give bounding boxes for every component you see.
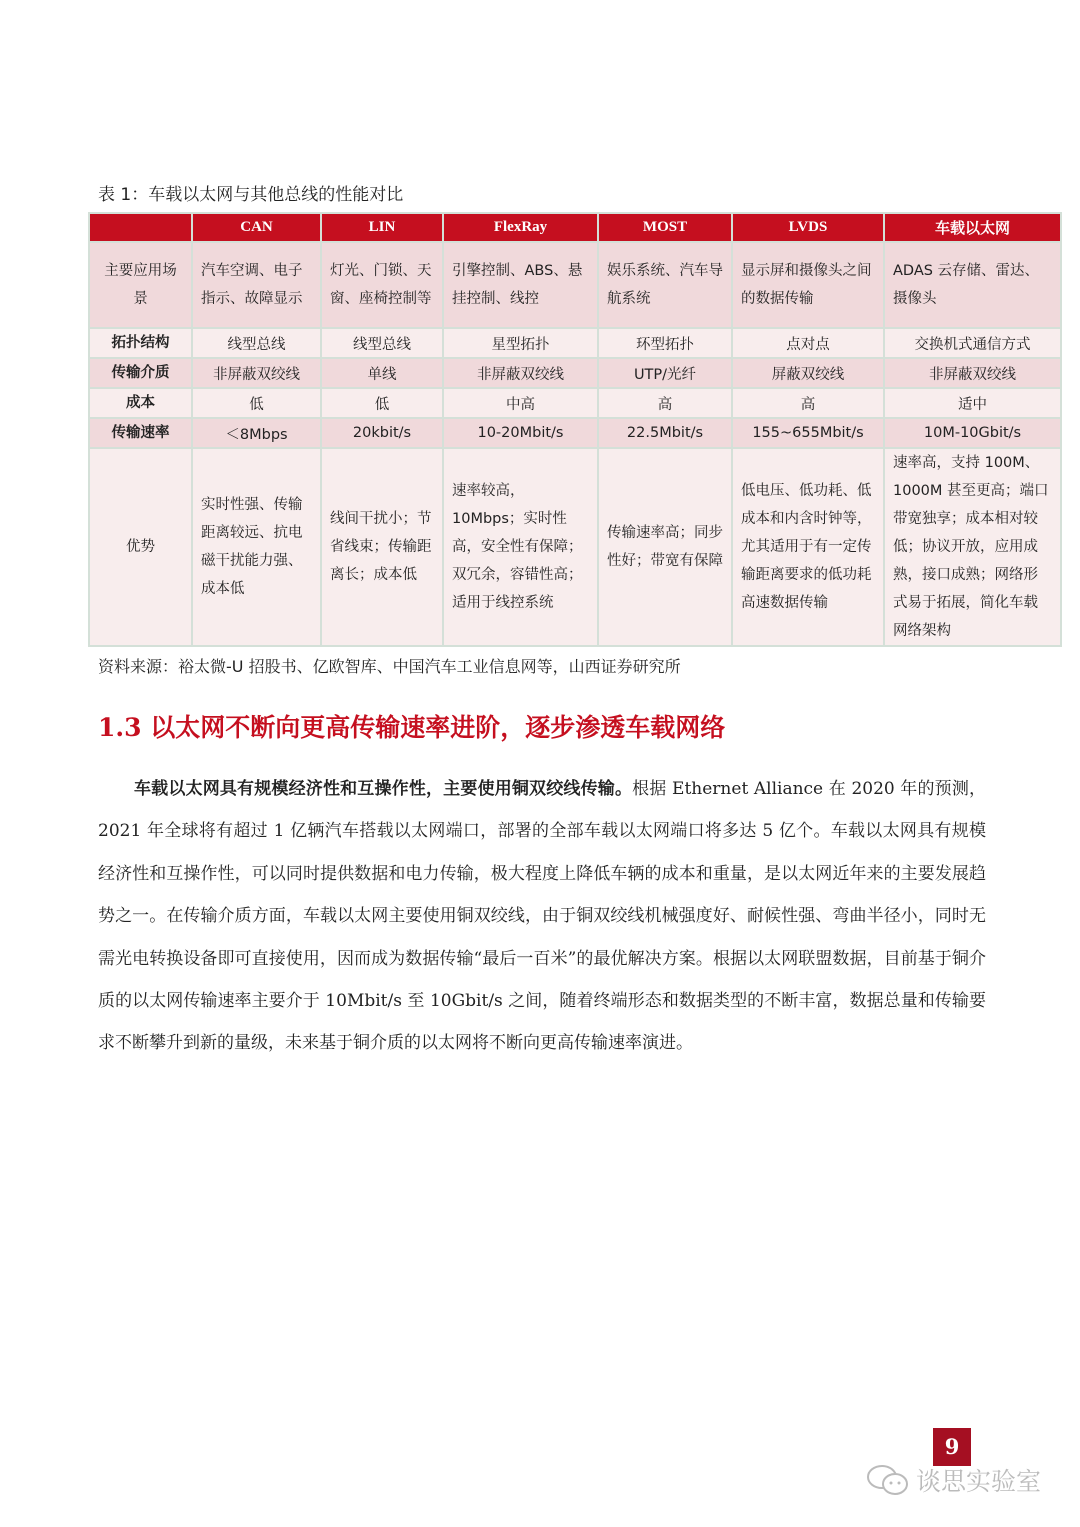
table-cell: 低	[192, 388, 321, 418]
table-cell: 交换机式通信方式	[884, 328, 1061, 358]
table-cell: 10-20Mbit/s	[443, 418, 598, 448]
row-label: 拓扑结构	[89, 328, 192, 358]
table-cell: 点对点	[732, 328, 884, 358]
table-row	[89, 328, 1061, 358]
table-cell: 非屏蔽双绞线	[192, 358, 321, 388]
table-cell: 传输速率高；同步性好；带宽有保障	[598, 448, 732, 646]
table-cell: 引擎控制、ABS、悬挂控制、线控	[443, 242, 598, 328]
table-cell: 155~655Mbit/s	[732, 418, 884, 448]
wechat-icon	[866, 1463, 910, 1497]
table-row	[89, 448, 1061, 646]
table-row	[89, 358, 1061, 388]
row-label: 优势	[89, 448, 192, 646]
table-cell: 汽车空调、电子指示、故障显示	[192, 242, 321, 328]
table-cell: 线型总线	[321, 328, 443, 358]
header-cell: 车载以太网	[884, 213, 1061, 242]
header-cell: CAN	[192, 213, 321, 242]
header-cell: LIN	[321, 213, 443, 242]
table-cell: 速率较高，10Mbps；实时性高，安全性有保障；双冗余，容错性高；适用于线控系统	[443, 448, 598, 646]
row-label: 传输介质	[89, 358, 192, 388]
table-cell: 灯光、门锁、天窗、座椅控制等	[321, 242, 443, 328]
header-cell: LVDS	[732, 213, 884, 242]
header-cell	[89, 213, 192, 242]
table-cell: 星型拓扑	[443, 328, 598, 358]
table-cell: 速率高，支持 100M、1000M 甚至更高；端口带宽独享；成本相对较低；协议开放，应用成熟，接口成熟；网络形式易于拓展，简化车载网络架构	[884, 448, 1061, 646]
table-cell: 低	[321, 388, 443, 418]
table-cell: 屏蔽双绞线	[732, 358, 884, 388]
table-cell: ADAS 云存储、雷达、摄像头	[884, 242, 1061, 328]
table-source: 资料来源：裕太微-U 招股书、亿欧智库、中国汽车工业信息网等，山西证券研究所	[98, 657, 681, 676]
table-row	[89, 242, 1061, 328]
row-label: 成本	[89, 388, 192, 418]
table-cell: 高	[732, 388, 884, 418]
table-cell: UTP/光纤	[598, 358, 732, 388]
table-cell: 低电压、低功耗、低成本和内含时钟等，尤其适用于有一定传输距离要求的低功耗高速数据传输	[732, 448, 884, 646]
table-cell: 10M-10Gbit/s	[884, 418, 1061, 448]
watermark	[866, 1462, 1041, 1498]
section-heading: 1.3 以太网不断向更高传输速率进阶，逐步渗透车载网络	[98, 713, 726, 742]
table-cell: 中高	[443, 388, 598, 418]
table-cell: 娱乐系统、汽车导航系统	[598, 242, 732, 328]
table-cell: 适中	[884, 388, 1061, 418]
header-cell: MOST	[598, 213, 732, 242]
table-cell: 非屏蔽双绞线	[884, 358, 1061, 388]
table-row	[89, 418, 1061, 448]
bus-comparison-table	[88, 212, 1062, 647]
table-header-row	[89, 213, 1061, 242]
table-cell: 线间干扰小；节省线束；传输距离长；成本低	[321, 448, 443, 646]
table-caption: 表 1：车载以太网与其他总线的性能对比	[98, 185, 404, 205]
table-cell: 显示屏和摄像头之间的数据传输	[732, 242, 884, 328]
page-number: 9	[933, 1428, 971, 1466]
header-cell: FlexRay	[443, 213, 598, 242]
table-cell: 22.5Mbit/s	[598, 418, 732, 448]
row-label: 传输速率	[89, 418, 192, 448]
table-cell: ＜8Mbps	[192, 418, 321, 448]
table-cell: 线型总线	[192, 328, 321, 358]
table-cell: 单线	[321, 358, 443, 388]
section-paragraph	[98, 768, 986, 1065]
paragraph-lead: 车载以太网具有规模经济性和互操作性，主要使用铜双绞线传输。	[134, 779, 633, 799]
table-row	[89, 388, 1061, 418]
table-cell: 实时性强、传输距离较远、抗电磁干扰能力强、成本低	[192, 448, 321, 646]
row-label: 主要应用场景	[89, 242, 192, 328]
table-cell: 高	[598, 388, 732, 418]
table-cell: 20kbit/s	[321, 418, 443, 448]
table-cell: 非屏蔽双绞线	[443, 358, 598, 388]
watermark-text: 谈思实验室	[916, 1467, 1042, 1496]
table-cell: 环型拓扑	[598, 328, 732, 358]
paragraph-body: 根据 Ethernet Alliance 在 2020 年的预测，2021 年全球将有超过 1 亿辆汽车搭载以太网端口，部署的全部车载以太网端口将多达 5 亿个。车载以太网具有规模经济性和互操作性，可以同时提供数据和电力传输，极大程度上降低车辆的成本和重量，是以太网近年来的主要发展趋势之一。在传输介质方面，车载以太网主要使用铜双绞线，由于铜双绞线机械强度好、耐候性强、弯曲半径小，同时无需光电转换设备即可直接使用，因而成为数据传输“最后一百米”的最优解决方案。根据以太网联盟数据，目前基于铜介质的以太网传输速率主要介于 10Mbit/s 至 10Gbit/s 之间，随着终端形态和数据类型的不断丰富，数据总量和传输要求不断攀升到新的量级，未来基于铜介质的以太网将不断向更高传输速率演进。	[98, 779, 986, 1054]
